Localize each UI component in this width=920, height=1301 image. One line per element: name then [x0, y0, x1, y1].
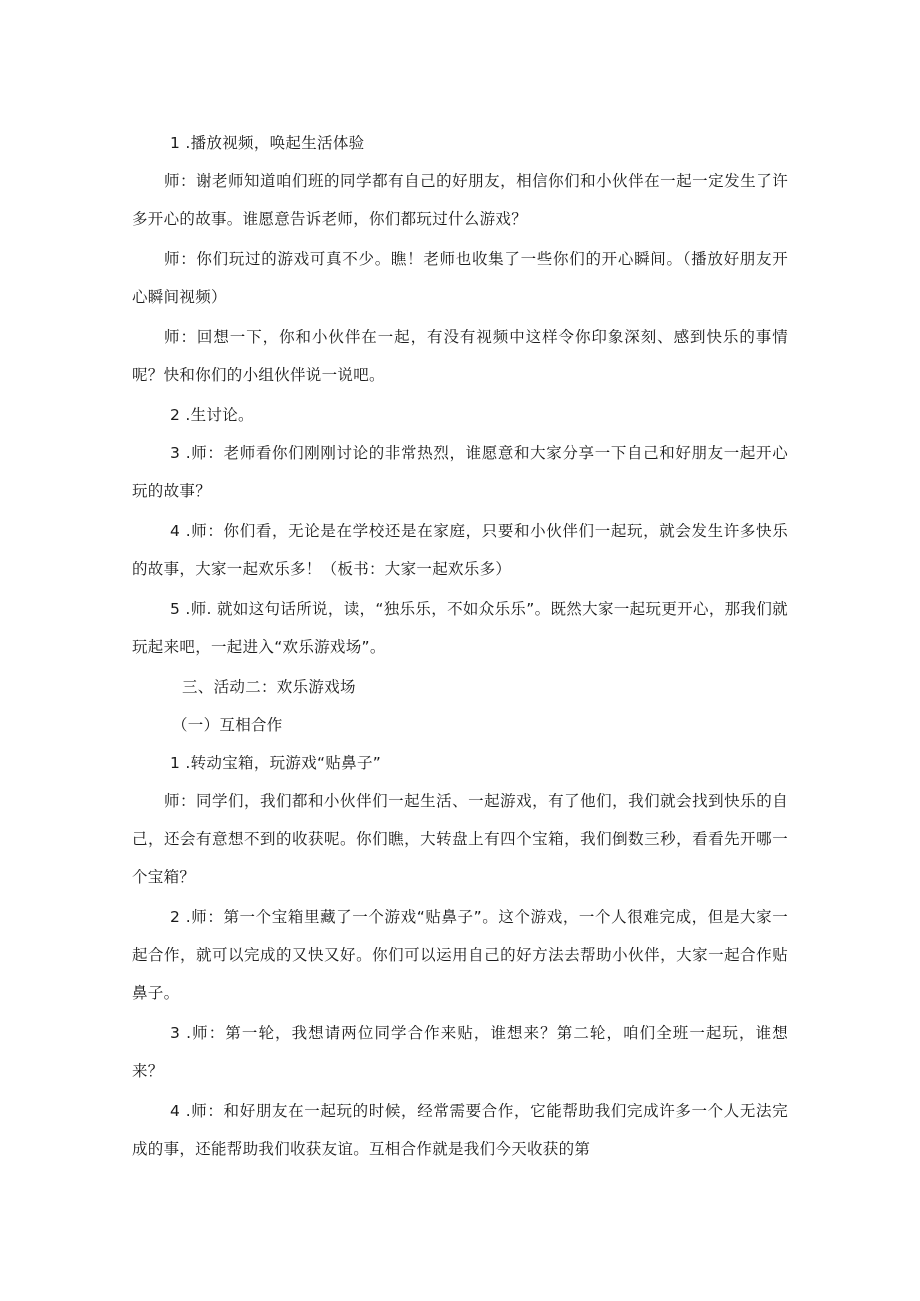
game-step-2-paragraph: 2 .师：第一个宝箱里藏了一个游戏“贴鼻子”。这个游戏，一个人很难完成，但是大家一起合作，就可以完成的又快又好。你们可以运用自己的好方法去帮助小伙伴，大家一起合作贴鼻子。: [132, 908, 788, 1002]
teacher-paragraph-1: 师：谢老师知道咱们班的同学都有自己的好朋友，相信你们和小伙伴在一起一定发生了许多开心的故事。谁愿意告诉老师，你们都玩过什么游戏？: [132, 172, 788, 228]
teacher-paragraph-4: 师：同学们，我们都和小伙伴们一起生活、一起游戏，有了他们，我们就会找到快乐的自己，还会有意想不到的收获呢。你们瞧，大转盘上有四个宝箱，我们倒数三秒，看看先开哪一个宝箱？: [132, 792, 788, 886]
game-step-3-paragraph: 3 .师：第一轮，我想请两位同学合作来贴，谁想来？第二轮，咱们全班一起玩，谁想来？: [132, 1024, 788, 1080]
teacher-paragraph-2: 师：你们玩过的游戏可真不少。瞧！老师也收集了一些你们的开心瞬间。（播放好朋友开心瞬间视频）: [132, 250, 788, 306]
step-1-heading: 1 .播放视频，唤起生活体验: [170, 134, 365, 152]
step-3-paragraph: 3 .师：老师看你们刚刚讨论的非常热烈，谁愿意和大家分享一下自己和好朋友一起开心玩的故事？: [132, 444, 788, 500]
game-step-1-heading: 1 .转动宝箱，玩游戏“贴鼻子”: [170, 754, 382, 772]
step-4-paragraph: 4 .师：你们看，无论是在学校还是在家庭，只要和小伙伴们一起玩，就会发生许多快乐的故事，大家一起欢乐多！（板书：大家一起欢乐多）: [132, 522, 788, 578]
step-5-paragraph: 5 .师. 就如这句话所说，读，“独乐乐，不如众乐乐”。既然大家一起玩更开心，那我们就玩起来吧，一起进入“欢乐游戏场”。: [132, 600, 788, 656]
section-heading-activity-2: 三、活动二：欢乐游戏场: [182, 678, 356, 696]
step-2-paragraph: 2 .生讨论。: [170, 406, 254, 424]
subsection-heading-cooperation: （一）互相合作: [172, 716, 283, 734]
game-step-4-paragraph: 4 .师：和好朋友在一起玩的时候，经常需要合作，它能帮助我们完成许多一个人无法完成的事，还能帮助我们收获友谊。互相合作就是我们今天收获的第: [132, 1102, 788, 1158]
teacher-paragraph-3: 师：回想一下，你和小伙伴在一起，有没有视频中这样令你印象深刻、感到快乐的事情呢？快和你们的小组伙伴说一说吧。: [132, 328, 788, 384]
